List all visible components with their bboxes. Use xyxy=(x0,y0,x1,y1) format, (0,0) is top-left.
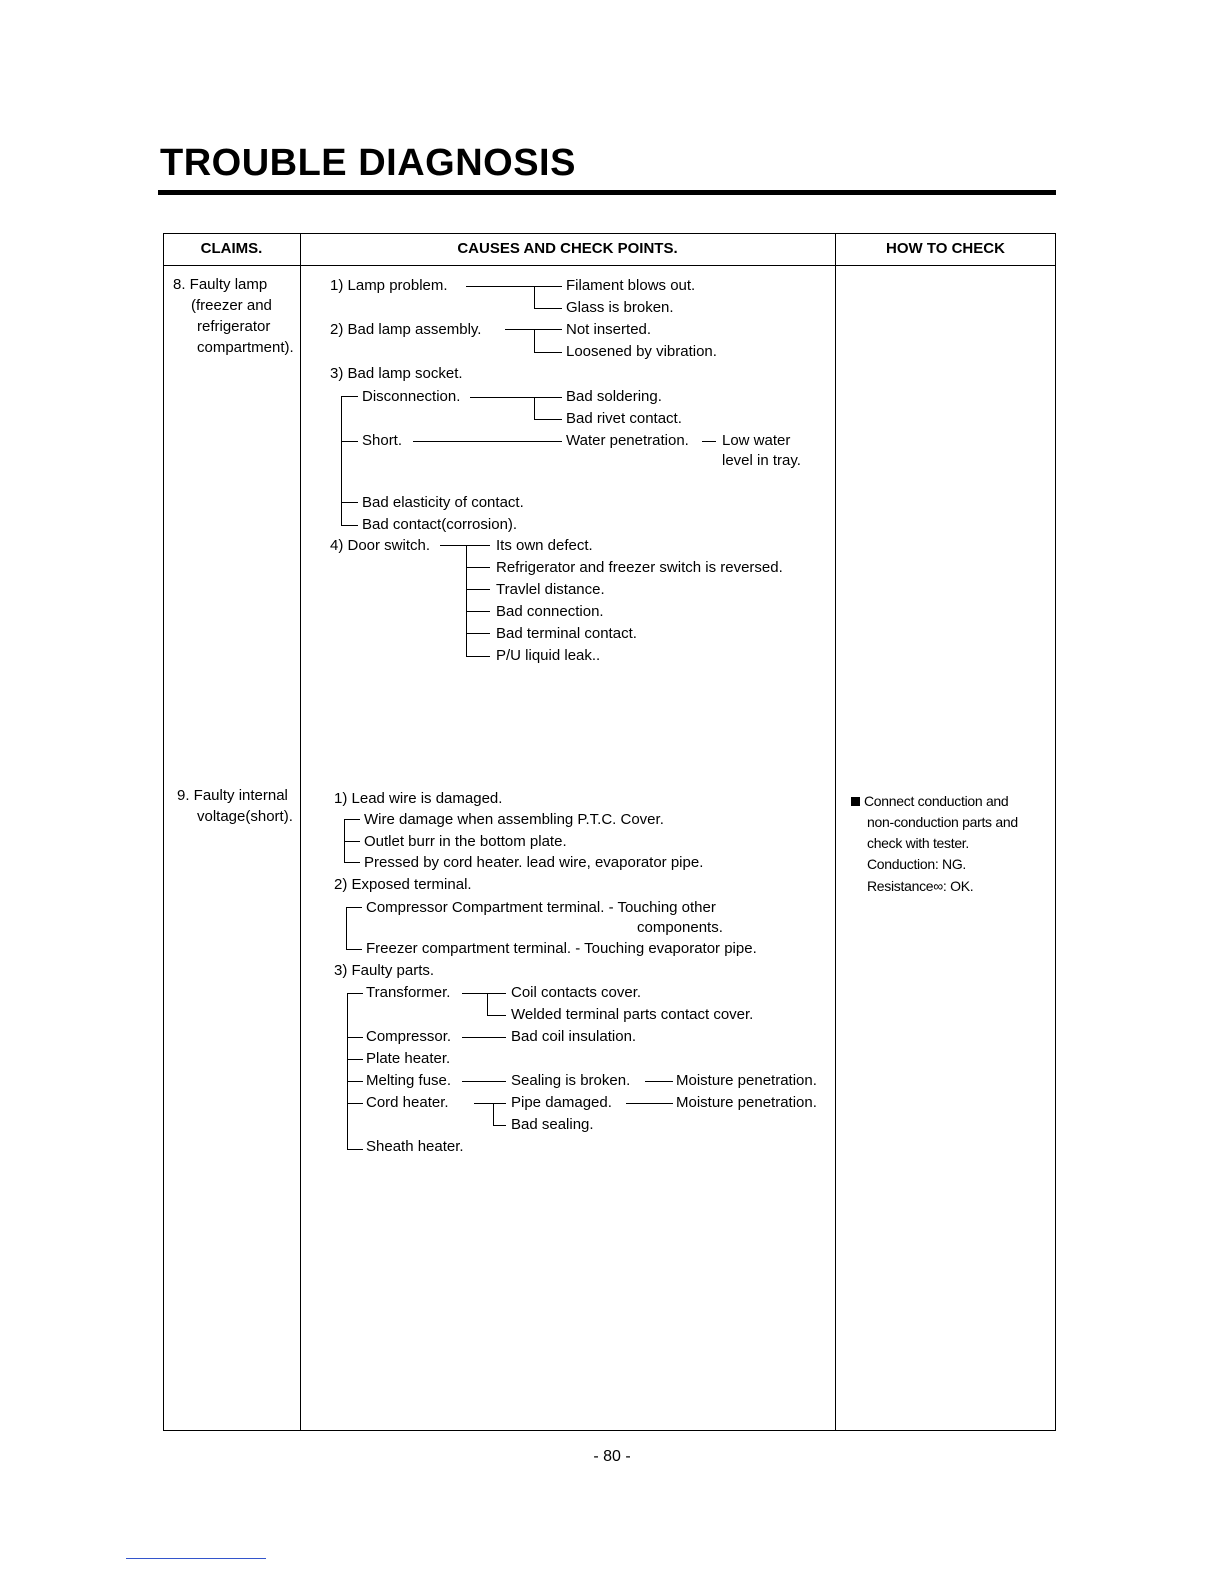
how-line: Conduction: NG. xyxy=(867,856,966,872)
connector-line xyxy=(347,1037,363,1038)
connector-line xyxy=(534,419,562,420)
check-point: Short. xyxy=(362,432,403,449)
connector-line xyxy=(626,1103,673,1104)
connector-line xyxy=(466,286,534,287)
check-point: Moisture penetration. xyxy=(676,1094,817,1111)
header-how-to-check: HOW TO CHECK xyxy=(886,240,1005,257)
connector-line xyxy=(440,545,490,546)
check-point: Bad rivet contact. xyxy=(566,410,682,427)
connector-line xyxy=(702,441,716,442)
footer-rule xyxy=(126,1558,266,1559)
connector-line xyxy=(413,441,562,442)
check-point: Pipe damaged. xyxy=(511,1094,612,1111)
connector-line xyxy=(462,1037,506,1038)
connector-line xyxy=(341,396,358,397)
how-line: check with tester. xyxy=(867,835,969,851)
page-title: TROUBLE DIAGNOSIS xyxy=(160,142,576,184)
connector-line xyxy=(534,329,562,330)
connector-line xyxy=(505,329,534,330)
connector-line xyxy=(645,1081,673,1082)
connector-line xyxy=(466,611,490,612)
connector-line xyxy=(344,841,360,842)
check-point: Wire damage when assembling P.T.C. Cover. xyxy=(364,811,664,828)
connector-line xyxy=(534,286,562,287)
connector-line xyxy=(493,1125,506,1126)
connector-line xyxy=(347,1103,363,1104)
check-point: Bad contact(corrosion). xyxy=(362,516,518,533)
connector-line xyxy=(466,545,467,656)
check-point: Welded terminal parts contact cover. xyxy=(511,1006,754,1023)
connector-line xyxy=(344,862,360,863)
connector-line xyxy=(341,396,342,525)
check-point: Bad coil insulation. xyxy=(511,1028,637,1045)
bullet-square-icon xyxy=(851,797,860,806)
cause-item: 4) Door switch. xyxy=(330,537,431,554)
check-point: Moisture penetration. xyxy=(676,1072,817,1089)
check-point: Sealing is broken. xyxy=(511,1072,631,1089)
connector-line xyxy=(462,1081,506,1082)
connector-line xyxy=(466,589,490,590)
check-point: Bad connection. xyxy=(496,603,604,620)
check-point: Loosened by vibration. xyxy=(566,343,717,360)
cause-item: 3) Bad lamp socket. xyxy=(330,365,463,382)
check-point: Bad terminal contact. xyxy=(496,625,637,642)
check-point: Coil contacts cover. xyxy=(511,984,642,1001)
connector-line xyxy=(534,397,562,398)
connector-line xyxy=(466,633,490,634)
header-causes: CAUSES AND CHECK POINTS. xyxy=(457,240,678,257)
connector-line xyxy=(470,397,534,398)
check-point: level in tray. xyxy=(722,452,801,469)
how-line: Resistance∞: OK. xyxy=(867,878,974,894)
check-point: Travlel distance. xyxy=(496,581,605,598)
check-point: Sheath heater. xyxy=(366,1138,464,1155)
check-point: Not inserted. xyxy=(566,321,652,338)
connector-line xyxy=(534,329,535,352)
claim-line: 9. Faulty internal xyxy=(177,787,288,804)
connector-line xyxy=(534,397,535,419)
claim-line: refrigerator xyxy=(197,318,271,335)
how-line: non-conduction parts and xyxy=(867,814,1018,830)
page-number: - 80 - xyxy=(593,1448,631,1465)
check-point: Compressor. xyxy=(366,1028,452,1045)
connector-line xyxy=(534,352,562,353)
cause-item: 1) Lamp problem. xyxy=(330,277,448,294)
connector-line xyxy=(534,286,535,308)
connector-line xyxy=(466,567,490,568)
check-point: components. xyxy=(637,919,723,936)
connector-line xyxy=(466,656,490,657)
how-line: Connect conduction and xyxy=(851,792,1008,810)
connector-line xyxy=(346,907,362,908)
connector-line xyxy=(341,502,358,503)
connector-line xyxy=(493,1103,494,1125)
connector-line xyxy=(462,993,506,994)
connector-line xyxy=(346,949,362,950)
header-claims: CLAIMS. xyxy=(200,240,263,257)
claim-line: 8. Faulty lamp xyxy=(173,276,268,293)
connector-line xyxy=(347,993,348,1149)
check-point: Water penetration. xyxy=(566,432,689,449)
connector-line xyxy=(534,308,562,309)
check-point: Its own defect. xyxy=(496,537,593,554)
connector-line xyxy=(341,441,358,442)
check-point: Melting fuse. xyxy=(366,1072,452,1089)
check-point: Plate heater. xyxy=(366,1050,451,1067)
connector-line xyxy=(474,1103,506,1104)
check-point: Outlet burr in the bottom plate. xyxy=(364,833,567,850)
check-point: Refrigerator and freezer switch is reversed. xyxy=(496,559,783,576)
connector-line xyxy=(487,1015,506,1016)
column-divider xyxy=(835,233,836,1431)
check-point: Bad soldering. xyxy=(566,388,662,405)
check-point: Cord heater. xyxy=(366,1094,449,1111)
check-point: Glass is broken. xyxy=(566,299,674,316)
check-point: P/U liquid leak.. xyxy=(496,647,601,664)
header-divider xyxy=(163,265,1056,266)
check-point: Bad sealing. xyxy=(511,1116,594,1133)
check-point: Bad elasticity of contact. xyxy=(362,494,524,511)
connector-line xyxy=(344,819,360,820)
claim-line: (freezer and xyxy=(191,297,272,314)
connector-line xyxy=(341,525,358,526)
title-rule xyxy=(158,190,1056,195)
column-divider xyxy=(300,233,301,1431)
check-point: Low water xyxy=(722,432,791,449)
connector-line xyxy=(347,1081,363,1082)
check-point: Disconnection. xyxy=(362,388,461,405)
claim-line: voltage(short). xyxy=(197,808,293,825)
cause-item: 2) Exposed terminal. xyxy=(334,876,472,893)
cause-item: 2) Bad lamp assembly. xyxy=(330,321,482,338)
check-point: Compressor Compartment terminal. - Touching other xyxy=(366,899,716,916)
connector-line xyxy=(347,1059,363,1060)
check-point: Pressed by cord heater. lead wire, evaporator pipe. xyxy=(364,854,704,871)
cause-item: 3) Faulty parts. xyxy=(334,962,435,979)
connector-line xyxy=(347,993,363,994)
claim-line: compartment). xyxy=(197,339,294,356)
cause-item: 1) Lead wire is damaged. xyxy=(334,790,503,807)
check-point: Transformer. xyxy=(366,984,451,1001)
check-point: Freezer compartment terminal. - Touching evaporator pipe. xyxy=(366,940,757,957)
connector-line xyxy=(487,993,488,1015)
connector-line xyxy=(347,1149,363,1150)
connector-line xyxy=(346,907,347,949)
check-point: Filament blows out. xyxy=(566,277,696,294)
